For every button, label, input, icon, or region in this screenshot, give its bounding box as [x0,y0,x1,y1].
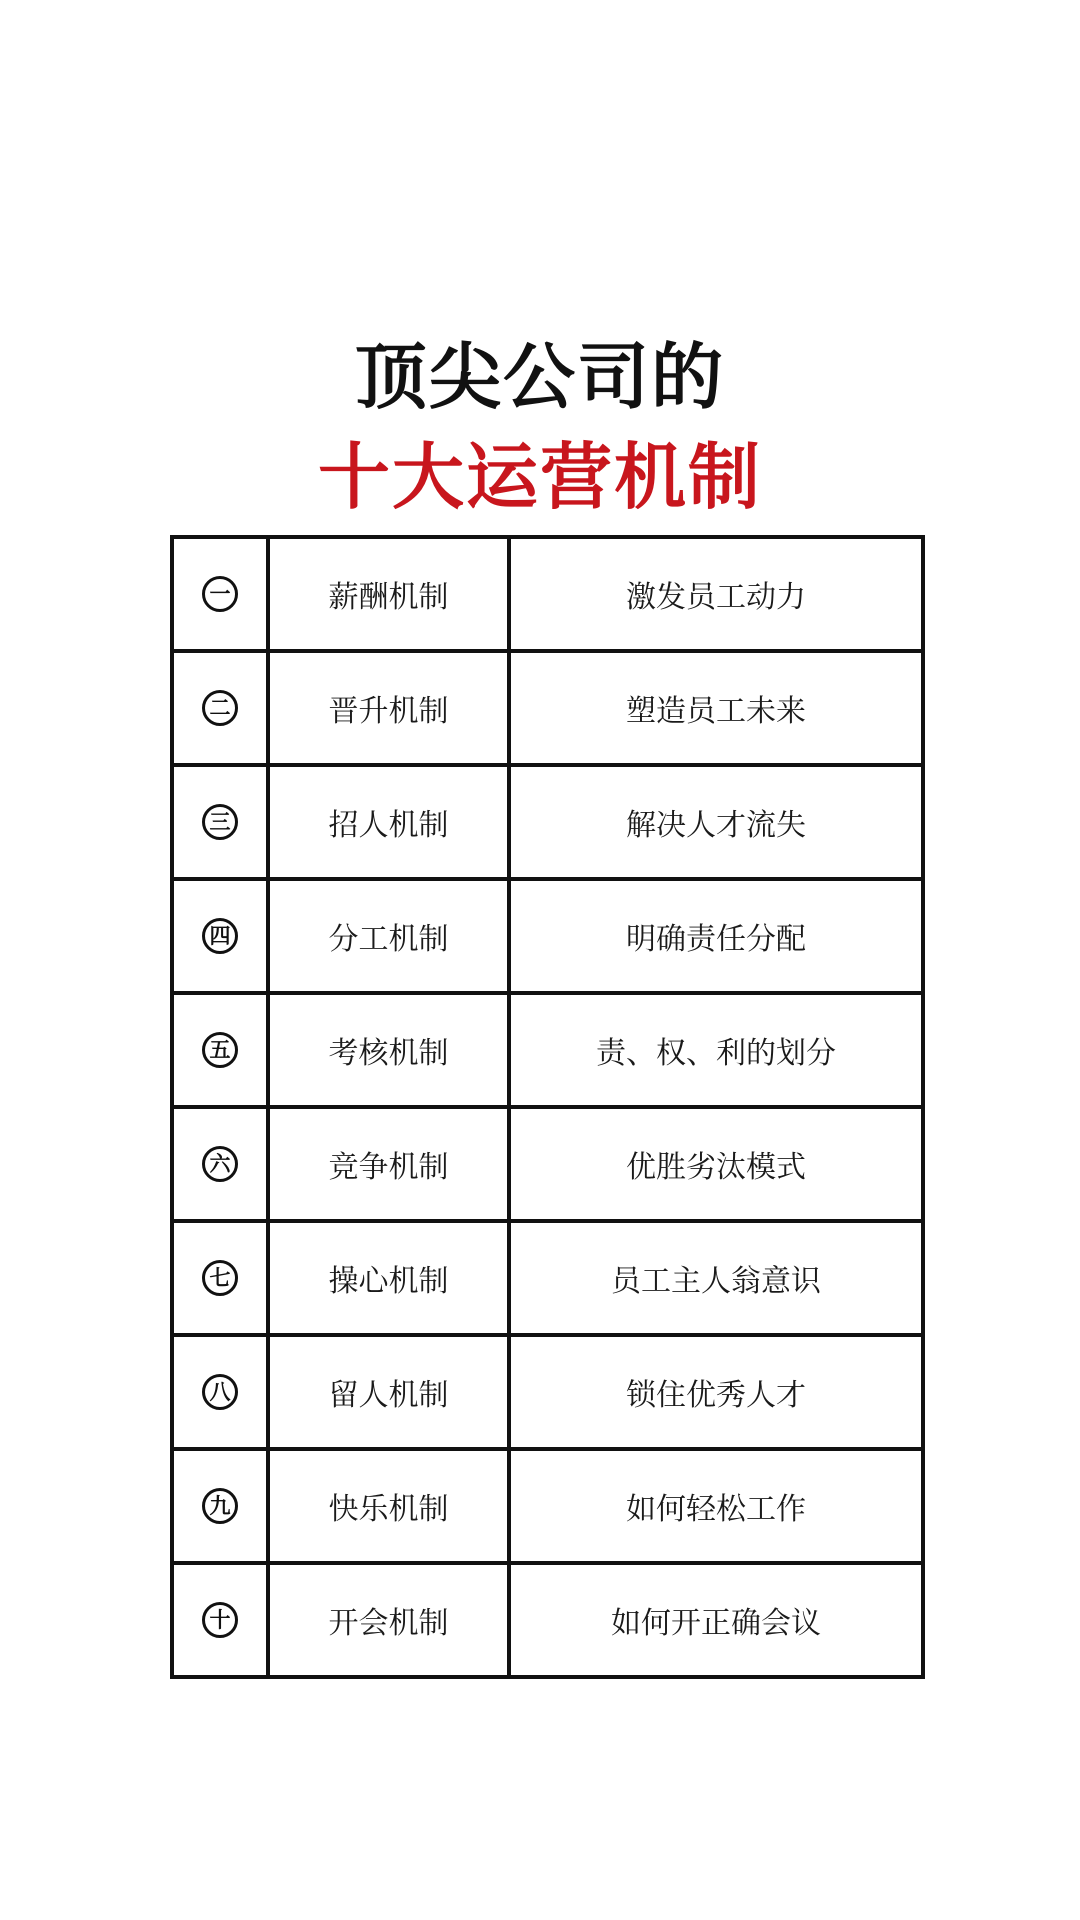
mechanism-table [170,535,925,1679]
row-number-cell [174,995,270,1105]
mechanism-name: 晋升机制 [270,653,511,763]
row-number-cell [174,1223,270,1333]
table-row [174,1223,921,1337]
mechanism-name: 考核机制 [270,995,511,1105]
circled-number: 三 [202,804,238,840]
mechanism-name: 薪酬机制 [270,539,511,649]
table-row [174,1451,921,1565]
mechanism-description: 锁住优秀人才 [626,1378,806,1413]
title-line-2: 十大运营机制 [317,435,762,519]
row-number-cell [174,1565,270,1675]
circled-number: 一 [202,576,238,612]
mechanism-description: 如何开正确会议 [611,1606,821,1641]
table-row [174,539,921,653]
row-number-cell [174,767,270,877]
table-row [174,1109,921,1223]
mechanism-name: 分工机制 [270,881,511,991]
table-row [174,653,921,767]
circled-number: 八 [202,1374,238,1410]
mechanism-name: 竞争机制 [270,1109,511,1219]
mechanism-description: 优胜劣汰模式 [626,1150,806,1185]
circled-number: 六 [202,1146,238,1182]
mechanism-description: 塑造员工未来 [626,694,806,729]
row-number-cell [174,881,270,991]
table-row [174,767,921,881]
mechanism-description: 员工主人翁意识 [611,1264,821,1299]
mechanism-name: 快乐机制 [270,1451,511,1561]
mechanism-description: 责、权、利的划分 [596,1036,836,1071]
row-number-cell [174,1109,270,1219]
table-row [174,1565,921,1679]
table-row [174,995,921,1109]
circled-number: 七 [202,1260,238,1296]
table-row [174,881,921,995]
circled-number: 二 [202,690,238,726]
mechanism-description: 如何轻松工作 [626,1492,806,1527]
mechanism-description: 激发员工动力 [626,580,806,615]
mechanism-name: 招人机制 [270,767,511,877]
mechanism-name: 留人机制 [270,1337,511,1447]
circled-number: 五 [202,1032,238,1068]
mechanism-description: 明确责任分配 [626,922,806,957]
table-row [174,1337,921,1451]
circled-number: 十 [202,1602,238,1638]
row-number-cell [174,539,270,649]
mechanism-name: 开会机制 [270,1565,511,1675]
circled-number: 九 [202,1488,238,1524]
mechanism-name: 操心机制 [270,1223,511,1333]
circled-number: 四 [202,918,238,954]
row-number-cell [174,1451,270,1561]
row-number-cell [174,1337,270,1447]
row-number-cell [174,653,270,763]
mechanism-description: 解决人才流失 [626,808,806,843]
title-line-1: 顶尖公司的 [354,335,725,419]
